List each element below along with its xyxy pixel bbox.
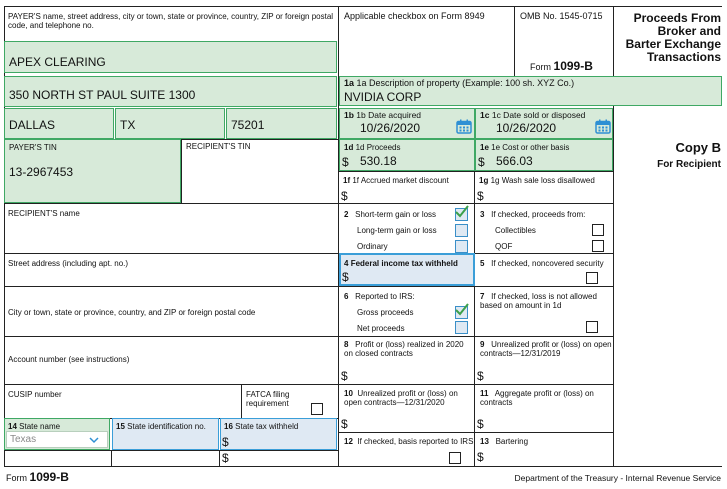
vline-state-16 [219,450,220,466]
box-1f-label [343,176,449,185]
hline-state-left [4,450,111,451]
box-8-label [344,340,474,358]
state-select-value: Texas [10,434,37,445]
box-10-dollar[interactable]: $ [341,417,348,431]
box-1e-value: 566.03 [496,154,533,168]
gross-proceeds-checkbox[interactable] [455,306,468,319]
box-12-number: 12 [344,437,353,446]
long-term-checkbox[interactable] [455,224,468,237]
box-1d-value: 530.18 [360,154,397,168]
box-1f-number: 1f [343,176,351,185]
box-1f-text: 1f Accrued market discount [352,176,449,185]
box-1g-label [479,176,595,185]
box-1g-dollar[interactable]: $ [477,189,484,203]
qof-checkbox[interactable] [592,240,604,252]
title-line-4: Transactions [646,50,721,64]
box-1e-text: 1e Cost or other basis [491,143,570,152]
box-9-text: Unrealized profit or (loss) on open contracts—12/31/2019 [480,340,612,358]
box-13-label [480,437,528,446]
payer-zip: 75201 [231,118,265,132]
form-name-top [530,59,593,73]
net-proceeds-checkbox[interactable] [455,321,468,334]
box-1g-number: 1g [479,176,489,185]
box-6-gross-label: Gross proceeds [357,308,414,317]
border-bottom [4,466,722,467]
payer-state-field[interactable] [115,108,225,139]
box-1c-text: 1c Date sold or disposed [491,110,586,120]
box-7-text: If checked, loss is not allowed based on amount in 1d [480,292,597,310]
box-16-number: 16 [224,422,233,431]
payer-street-field[interactable] [4,76,337,107]
calendar-icon[interactable] [595,119,611,134]
check-icon [454,303,470,317]
footer-form-name [6,470,69,484]
omb-label: OMB No. 1545-0715 [520,11,603,21]
box-4-number: 4 [344,259,349,268]
chevron-down-icon [89,437,99,444]
box-6-text: Reported to IRS: [355,292,415,301]
check-icon [454,205,470,219]
fatca-label: FATCA filing requirement [246,390,290,408]
box-4-field[interactable] [339,253,475,286]
box-2-ordinary-label: Ordinary [357,242,388,251]
box-15-text: State identification no. [127,422,206,431]
noncovered-checkbox[interactable] [586,272,598,284]
border-top [4,6,722,7]
box-11-number: 11 [480,389,489,398]
box-1d-dollar: $ [342,155,349,169]
box-6-label [344,292,415,301]
calendar-icon[interactable] [456,119,472,134]
box-11-text: Aggregate profit or (loss) on contracts [480,389,594,407]
box-13-dollar[interactable]: $ [477,450,484,464]
footer-form-number: 1099-B [29,470,69,484]
box-3-text: If checked, proceeds from: [491,210,586,219]
payer-zip-field[interactable] [226,108,337,139]
box-14-number: 14 [8,422,17,431]
payer-tin-field[interactable] [4,139,181,203]
payer-name-field[interactable] [4,41,337,73]
box-2-short-label [344,210,436,219]
form-number-top: 1099-B [553,59,593,73]
box-1g-text: 1g Wash sale loss disallowed [490,176,595,185]
hline-8 [339,336,614,337]
loss-not-allowed-checkbox[interactable] [586,321,598,333]
form-label-top: Form [530,62,551,72]
hline-12 [339,432,614,433]
box-3-qof-label: QOF [495,242,513,251]
box-1a-label [344,79,574,88]
box-13-text: Bartering [495,437,529,446]
box-1d-text: 1d Proceeds [355,143,401,152]
box-1c-value: 10/26/2020 [496,121,557,135]
payer-street: 350 NORTH ST PAUL SUITE 1300 [9,88,196,102]
box-8-dollar[interactable]: $ [341,369,348,383]
box-10-label [344,389,474,407]
vline-fatca [241,384,242,418]
box-2-number: 2 [344,210,349,219]
city-label: City or town, state or province, country, and ZIP or foreign postal code [8,308,256,317]
box-1a-number: 1a [344,78,355,88]
box-15-field[interactable] [112,418,219,450]
hline-2 [339,203,614,204]
border-left [4,6,5,466]
box-1c-field[interactable] [475,108,613,139]
payer-state: TX [120,118,136,132]
box-16-dollar: $ [222,435,229,449]
vline-col3 [613,6,614,466]
title-line-1: Proceeds From [633,11,721,25]
title-line-2: Broker and [657,24,721,38]
vline-left [338,6,339,466]
box-11-dollar[interactable]: $ [477,417,484,431]
cusip-label: CUSIP number [8,390,62,399]
footer-form-label: Form [6,473,27,483]
box-9-number: 9 [480,340,485,349]
box-1a-value: NVIDIA CORP [344,90,422,104]
box-16-dollar-2[interactable]: $ [222,451,229,465]
vline-omb [514,6,515,76]
box-10-text: Unrealized profit or (loss) on open contracts—12/31/2020 [344,389,458,407]
payer-tin-label: PAYER'S TIN [9,143,57,152]
box-4-dollar: $ [342,270,349,284]
box-16-field[interactable] [220,418,337,450]
box-1b-label [344,111,421,120]
box-1a-text: 1a Description of property (Example: 100 sh. XYZ Co.) [356,78,575,88]
box-9-label [480,340,612,358]
box-9-dollar[interactable]: $ [477,369,484,383]
short-term-checkbox[interactable] [455,208,468,221]
box-1b-field[interactable] [339,108,475,139]
box-1e-dollar: $ [478,155,485,169]
hline-1f [339,171,614,172]
hline-recipient [4,203,339,204]
box-11-label [480,389,610,407]
payer-tin-value: 13-2967453 [9,165,74,179]
box-14-text: State name [19,422,61,431]
box-6-number: 6 [344,292,349,301]
recipient-tin-label: RECIPIENT'S TIN [186,142,251,151]
copy-b-label: Copy B [675,140,721,155]
box-1d-number: 1d [344,143,354,152]
box-13-number: 13 [480,437,489,446]
box-1e-label [480,143,569,152]
box-3-collectibles-label: Collectibles [495,226,536,235]
box-1b-text: 1b Date acquired [356,110,422,120]
box-2-long-label: Long-term gain or loss [357,226,437,235]
box-12-label [344,437,474,446]
payer-city: DALLAS [9,118,56,132]
box-2-short-text: Short-term gain or loss [355,210,437,219]
payer-name: APEX CLEARING [9,55,106,69]
box-16-label [224,422,298,431]
box-1b-value: 10/26/2020 [360,121,421,135]
hline-cusip [4,384,614,385]
basis-reported-checkbox[interactable] [449,452,461,464]
box-7-number: 7 [480,292,485,301]
hline-account [4,336,339,337]
box-4-label [344,259,458,268]
box-12-text: If checked, basis reported to IRS [357,437,474,446]
state-select[interactable] [6,431,108,448]
title-line-3: Barter Exchange [625,37,721,51]
payer-city-field[interactable] [4,108,114,139]
checkbox-8949-label: Applicable checkbox on Form 8949 [344,11,485,21]
hline-city [4,286,614,287]
fatca-checkbox[interactable] [311,403,323,415]
payer-label: PAYER'S name, street address, city or town, state or province, country, ZIP or foreign postal code, and telephone no. [8,12,334,30]
box-15-number: 15 [116,422,125,431]
for-recipient-label: For Recipient [657,159,721,170]
box-1c-label [480,111,585,120]
box-1a-field[interactable] [339,76,722,106]
box-1f-dollar[interactable]: $ [341,189,348,203]
account-label: Account number (see instructions) [8,355,130,364]
vline-tin [181,139,182,203]
vline-state-15 [111,450,112,466]
box-14-label [8,422,60,431]
box-6-net-label: Net proceeds [357,324,405,333]
box-15-label [116,422,206,431]
box-5-label [480,259,605,268]
box-16-text: State tax withheld [235,422,299,431]
box-1d-field[interactable] [339,139,475,171]
box-4-text: Federal income tax withheld [350,259,458,268]
box-8-number: 8 [344,340,349,349]
box-8-text: Profit or (loss) realized in 2020 on closed contracts [344,340,464,358]
street-label: Street address (including apt. no.) [8,259,129,268]
collectibles-checkbox[interactable] [592,224,604,236]
hline-street [4,253,614,254]
box-5-text: If checked, noncovered security [491,259,604,268]
box-10-number: 10 [344,389,353,398]
box-5-number: 5 [480,259,485,268]
box-1e-field[interactable] [475,139,613,171]
box-3-label [480,210,585,219]
box-1b-number: 1b [344,110,354,120]
box-1e-number: 1e [480,143,489,152]
form-title [614,12,721,64]
box-1c-number: 1c [480,110,490,120]
recipient-name-label: RECIPIENT'S name [8,209,80,218]
footer-department: Department of the Treasury - Internal Revenue Service [514,473,721,483]
box-1d-label [344,143,401,152]
ordinary-checkbox[interactable] [455,240,468,253]
box-3-number: 3 [480,210,485,219]
box-7-label [480,292,610,310]
